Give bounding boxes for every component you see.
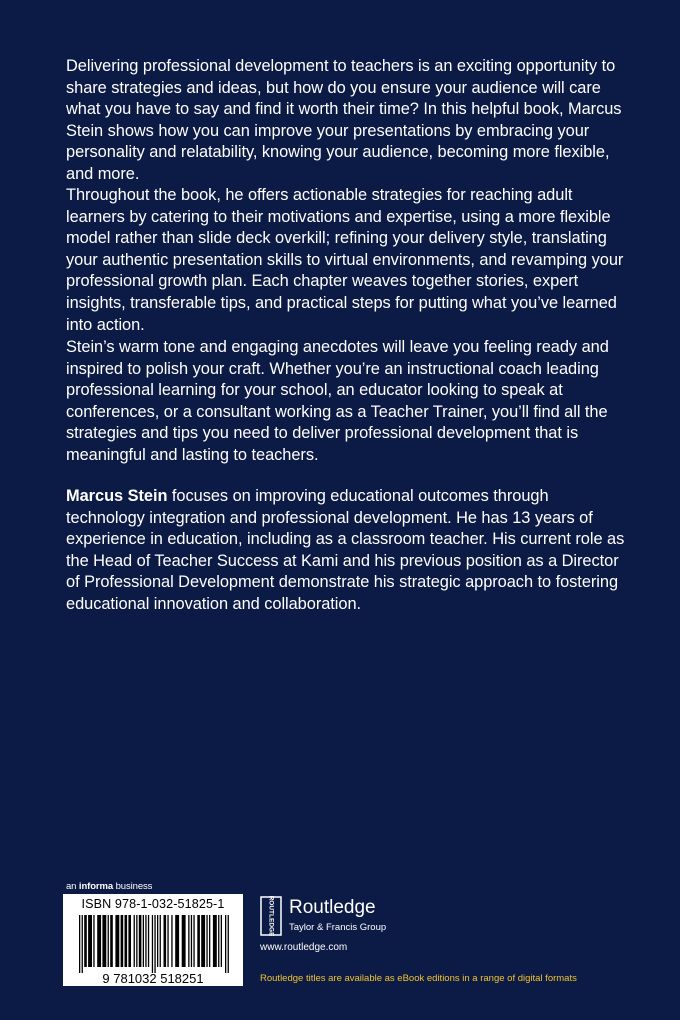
barcode-bar: [182, 915, 186, 967]
barcode-bar: [175, 915, 179, 967]
barcode-bar: [188, 915, 189, 967]
barcode-bar: [167, 915, 168, 967]
barcode-bar: [152, 915, 153, 973]
barcode-bar: [209, 915, 210, 967]
barcode-bar: [164, 915, 167, 967]
barcode-bar: [79, 915, 80, 973]
routledge-logo: [260, 896, 282, 936]
publisher-group: Taylor & Francis Group: [289, 922, 387, 933]
barcode-bar: [201, 915, 205, 967]
informa-business-tag: an informa business: [66, 881, 153, 892]
barcode-bar: [110, 915, 113, 967]
barcode: [63, 894, 243, 986]
barcode-bar: [225, 915, 226, 973]
barcode-bar: [213, 915, 217, 967]
barcode-bar: [191, 915, 192, 967]
barcode-bar: [93, 915, 94, 967]
barcode-bar: [228, 915, 229, 973]
barcode-bar: [128, 915, 131, 967]
blurb-paragraph-2: Throughout the book, he offers actionable strategies for reaching adult learners by catering to their motivations and expertise, using a more flexible model rather than slide deck overkill; refining your delivery style, translating your authentic presentation skills to virtual environments, and revamping your professional growth plan. Each chapter weaves together stories, expert insights, transferable tips, and practical steps for putting what you’ve learned into action.: [66, 186, 624, 334]
barcode-graphic: [63, 894, 243, 986]
barcode-bar: [102, 915, 106, 967]
barcode-digits: 9 781032 518251: [102, 971, 204, 986]
barcode-bar: [148, 915, 149, 967]
blurb-paragraph-1: Delivering professional development to teachers is an exciting opportunity to share strategies and ideas, but how do you ensure your audience will care what you have to say and find it worth their time? In this helpful book, Marcus Stein shows how you can improve your presentations by embracing your personality and relatability, knowing your audience, becoming more flexible, and more.: [66, 57, 622, 183]
barcode-bar: [82, 915, 83, 973]
barcode-bar: [218, 915, 219, 967]
barcode-bar: [84, 915, 87, 967]
barcode-bar: [97, 915, 101, 967]
barcode-bar: [206, 915, 207, 967]
barcode-bar: [160, 915, 161, 967]
barcode-bar: [221, 915, 222, 967]
barcode-bar: [88, 915, 92, 967]
barcode-bar: [197, 915, 200, 967]
author-bio: [66, 486, 626, 616]
barcode-bar: [108, 915, 109, 967]
publisher-name: Routledge: [289, 897, 376, 918]
barcode-bar: [157, 915, 158, 967]
barcode-bar: [143, 915, 144, 967]
blurb-paragraph-3: Stein’s warm tone and engaging anecdotes will leave you feeling ready and inspired to polish your craft. Whether you’re an instructional coach leading professional learning for your school, an educator looking to speak at conferences, or a consultant working as a Teacher Trainer, you’ll find all the strategies and tips you need to deliver professional development that is meaningful and lasting to teachers.: [66, 338, 609, 464]
publisher-url[interactable]: www.routledge.com: [260, 942, 348, 953]
barcode-bar: [193, 915, 194, 967]
barcode-bar: [154, 915, 155, 973]
informa-brand: informa: [78, 881, 114, 892]
author-name: Marcus Stein: [66, 487, 168, 505]
barcode-bar: [136, 915, 137, 967]
routledge-logo-text: ROUTLEDGE: [267, 896, 275, 936]
barcode-bar: [115, 915, 119, 967]
barcode-bar: [125, 915, 128, 967]
barcode-bar: [139, 915, 142, 967]
isbn-label: ISBN 978-1-032-51825-1: [81, 897, 225, 911]
author-bio-text: focuses on improving educational outcomes through technology integration and professional development. He has 13 years of experience in education, including as a classroom teacher. His current role as the Head of Teacher Success at Kami and his previous position as a Director of Professional Development demonstrate his strategic approach to fostering educational innovation and collaboration.: [66, 487, 625, 613]
barcode-bar: [121, 915, 124, 967]
barcode-bar: [134, 915, 135, 967]
barcode-bar: [171, 915, 172, 967]
barcode-bar: [145, 915, 146, 967]
ebook-note: Routledge titles are available as eBook editions in a range of digital formats: [260, 973, 577, 984]
